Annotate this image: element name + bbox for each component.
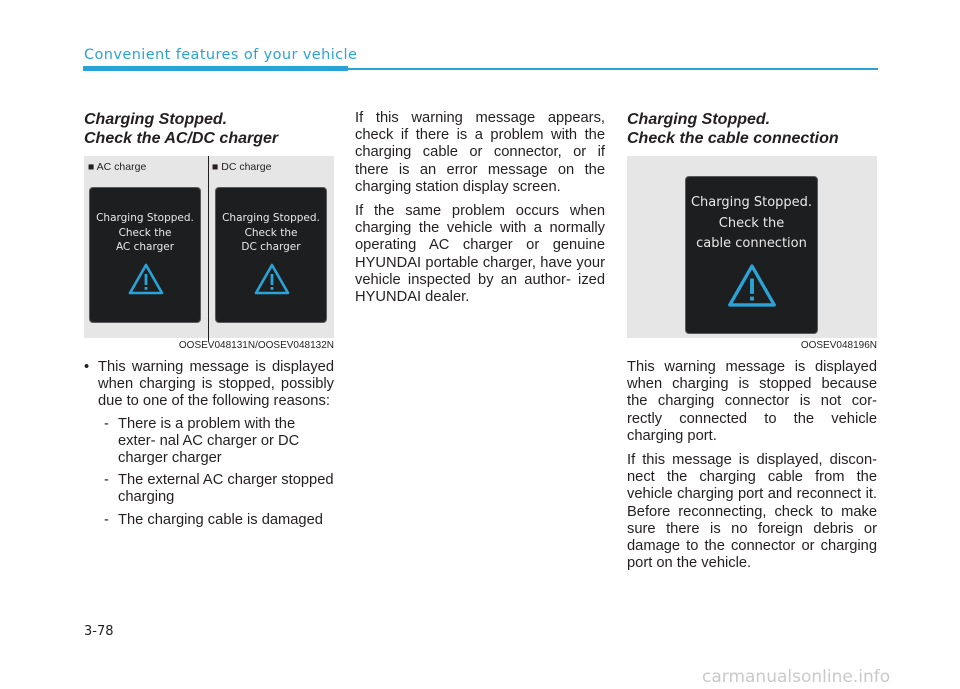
- middle-paragraph-1: If this warning message appears, check if there is a problem with the charging cable or connector, or if there is an error message on the charging station display screen.: [355, 110, 605, 195]
- ac-charge-label: ■ AC charge: [88, 161, 147, 173]
- middle-body: [355, 110, 605, 313]
- dc-screen-line3: DC charger: [241, 241, 301, 253]
- warning-triangle-icon: [254, 263, 290, 295]
- page-number: 3-78: [84, 624, 114, 639]
- bullet-text: • This warning message is displayed when charging is stopped, possibly due to one of the following reasons:: [98, 359, 334, 410]
- left-heading: [84, 110, 344, 148]
- dc-charge-label: ■ DC charge: [212, 161, 272, 173]
- ac-charger-screen: [89, 187, 201, 323]
- cable-figure: [627, 156, 877, 338]
- watermark-link[interactable]: carmanualsonline.info: [702, 667, 891, 687]
- dc-screen-message: [216, 211, 326, 255]
- dc-screen-line1: Charging Stopped.: [222, 212, 320, 224]
- warning-triangle-icon: [128, 263, 164, 295]
- left-heading-line1: Charging Stopped.: [84, 111, 228, 128]
- cable-screen-line2: Check the: [718, 215, 785, 231]
- right-paragraph-2: If this message is displayed, discon- nect the charging cable from the vehicle charging port and reconnect it. Before reconnecting, check to make sure there is no foreign debris or damage to the connector or charging port on the vehicle.: [627, 452, 877, 572]
- right-heading: [627, 110, 887, 148]
- cable-screen-line1: Charging Stopped.: [690, 195, 813, 210]
- left-bullet-list: [84, 359, 334, 534]
- right-heading-line2: Check the cable connection: [627, 130, 839, 147]
- list-item: - There is a problem with the exter- nal AC charger or DC charger charger: [104, 415, 300, 467]
- ac-dc-figure: [84, 156, 334, 338]
- reason-text: The charging cable is damaged: [118, 511, 323, 528]
- cable-screen-line3: cable connection: [696, 236, 807, 251]
- figure-divider: [208, 156, 209, 341]
- right-figure-caption: OOSEV048196N: [800, 340, 877, 351]
- right-body: [627, 359, 877, 579]
- right-heading-line1: Charging Stopped.: [627, 111, 771, 128]
- middle-paragraph-2: If the same problem occurs when charging the vehicle with a normally operating AC charger or genuine HYUNDAI portable charger, have your vehicle inspected by an author- ized HYUNDAI dealer.: [355, 203, 605, 306]
- header-accent-bar: [83, 66, 348, 71]
- reason-text: There is a problem with the exter- nal AC charger or DC charger charger: [118, 415, 300, 467]
- cable-screen-message: [686, 193, 817, 255]
- header-rule: [348, 68, 878, 70]
- left-heading-line2: Check the AC/DC charger: [84, 130, 279, 147]
- dc-screen-line2: Check the: [244, 226, 298, 239]
- ac-screen-message: [90, 211, 200, 255]
- reason-text: The external AC charger stopped charging: [118, 472, 334, 506]
- list-item: - The charging cable is damaged: [104, 511, 323, 528]
- reasons-list: [98, 416, 334, 529]
- list-item: [84, 359, 334, 529]
- warning-triangle-icon: [727, 263, 777, 308]
- right-paragraph-1: This warning message is displayed when charging is stopped because the charging connector is not cor- rectly connected to the vehicle charging port.: [627, 359, 877, 444]
- section-header-title: Convenient features of your vehicle: [84, 47, 358, 63]
- dc-charger-screen: [215, 187, 327, 323]
- ac-screen-line1: Charging Stopped.: [96, 212, 194, 224]
- ac-screen-line3: AC charger: [115, 241, 175, 253]
- cable-connection-screen: [685, 176, 818, 334]
- left-figure-caption: OOSEV048131N/OOSEV048132N: [178, 340, 334, 351]
- list-item: - The external AC charger stopped charging: [104, 472, 334, 506]
- ac-screen-line2: Check the: [118, 226, 172, 239]
